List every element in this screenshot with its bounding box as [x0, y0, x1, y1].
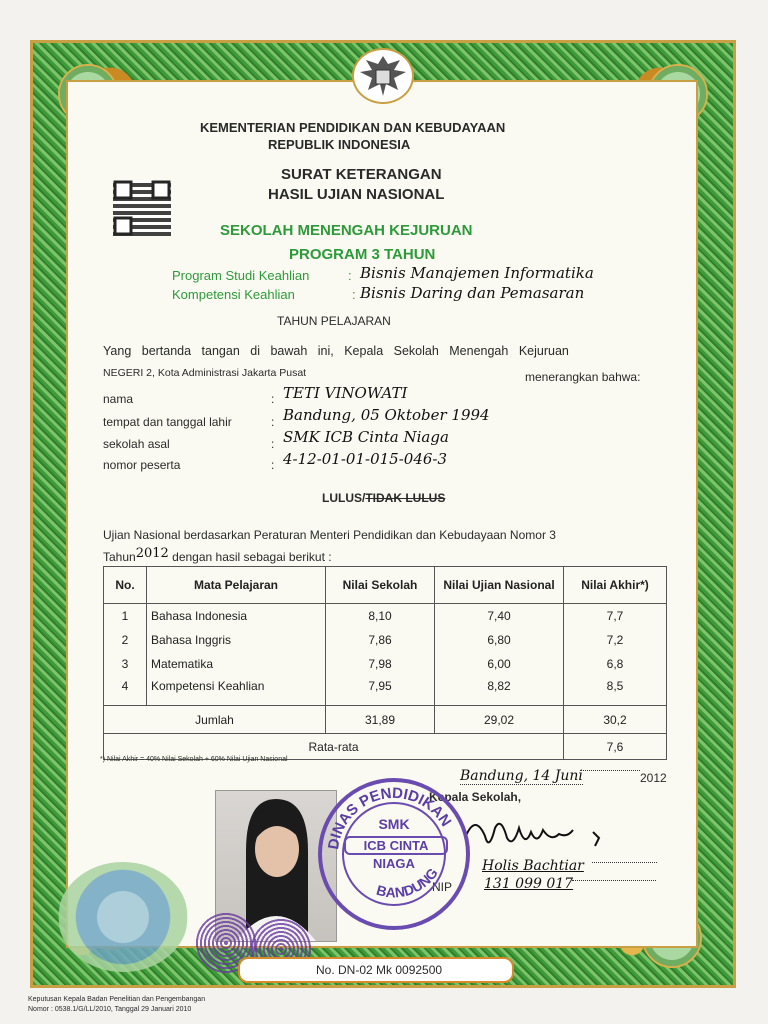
kompetensi-label: Kompetensi Keahlian — [172, 287, 295, 302]
decree-line2: Nomor : 0538.1/G/LL/2010, Tanggal 29 Januari 2010 — [28, 1006, 192, 1013]
ministry-line2: REPUBLIK INDONESIA — [268, 137, 411, 152]
nomor-colon: : — [271, 458, 275, 472]
nomor-label: nomor peserta — [103, 458, 181, 472]
cell-sekolah: 8,10 — [326, 604, 435, 628]
studi-value: Bisnis Manajemen Informatika — [360, 264, 594, 282]
grades-table — [103, 566, 667, 760]
basis-year: 2012 — [135, 546, 169, 561]
ttl-colon: : — [271, 415, 275, 429]
table-row — [104, 604, 667, 628]
signature-title: Kepala Sekolah, — [429, 790, 522, 804]
header-no: No. — [104, 567, 147, 604]
result-status — [322, 491, 445, 505]
cell-sekolah: 7,86 — [326, 628, 435, 652]
rata-value: 7,6 — [564, 734, 667, 760]
lulus-text: LULUS/ — [322, 491, 366, 505]
hologram-seal-icon — [58, 862, 188, 972]
basis-line1: Ujian Nasional berdasarkan Peraturan Menteri Pendidikan dan Kebudayaan Nomor 3 — [103, 528, 556, 542]
nama-colon: : — [271, 392, 275, 406]
header-nilai-sekolah: Nilai Sekolah — [326, 567, 435, 604]
table-header-row — [104, 567, 667, 604]
cell-sekolah: 7,98 — [326, 652, 435, 676]
jumlah-un: 29,02 — [435, 706, 564, 734]
school-type: SEKOLAH MENENGAH KEJURUAN — [220, 222, 473, 239]
serial-number-box — [238, 957, 514, 983]
ttl-value: Bandung, 05 Oktober 1994 — [283, 406, 490, 424]
basis-suffix: dengan hasil sebagai berikut : — [172, 550, 332, 564]
stamp-bottom-text: BANDUNG — [374, 864, 441, 901]
cell-akhir: 6,8 — [564, 652, 667, 676]
jumlah-label: Jumlah — [104, 706, 326, 734]
signature-name: Holis Bachtiar — [482, 858, 584, 874]
kompetensi-value: Bisnis Daring dan Pemasaran — [360, 284, 585, 302]
header-mapel: Mata Pelajaran — [147, 567, 326, 604]
nip-label: NIP — [432, 880, 453, 894]
stamp-line2: ICB CINTA — [344, 836, 448, 855]
cell-no: 3 — [104, 652, 147, 676]
stamp-line1: SMK — [378, 816, 410, 832]
ttl-label: tempat dan tanggal lahir — [103, 415, 232, 429]
signature-place-date: Bandung, 14 Juni — [460, 768, 583, 784]
name-dots — [592, 862, 657, 863]
header-nilai-un: Nilai Ujian Nasional — [435, 567, 564, 604]
basis-tahun: Tahun — [103, 550, 136, 564]
tahun-pelajaran-label: TAHUN PELAJARAN — [277, 314, 391, 328]
serial-number: No. DN-02 Mk 0092500 — [316, 963, 443, 977]
table-footnote: *) Nilai Akhir = 40% Nilai Sekolah + 60% Nilai Ujian Nasional — [100, 756, 288, 763]
statement-line1: Yang bertanda tangan di bawah ini, Kepala Sekolah Menengah Kejuruan — [103, 344, 569, 358]
decree-line1: Keputusan Kepala Badan Penelitian dan Pengembangan — [28, 996, 206, 1003]
cell-mapel: Bahasa Inggris — [147, 628, 326, 652]
cell-akhir: 7,2 — [564, 628, 667, 652]
studi-colon: : — [348, 268, 352, 283]
cell-no: 1 — [104, 604, 147, 628]
kompetensi-colon: : — [352, 287, 356, 302]
table-row — [104, 676, 667, 706]
sekolah-value: SMK ICB Cinta Niaga — [283, 428, 449, 446]
studi-label: Program Studi Keahlian — [172, 268, 310, 283]
header-nilai-akhir: Nilai Akhir*) — [564, 567, 667, 604]
statement-line2-left: NEGERI 2, Kota Administrasi Jakarta Pusat — [103, 367, 307, 379]
qr-code-icon — [113, 180, 171, 236]
cell-akhir: 7,7 — [564, 604, 667, 628]
title-line1: SURAT KETERANGAN — [281, 166, 442, 183]
handwritten-signature-icon — [455, 808, 615, 860]
basis-line2 — [103, 546, 332, 565]
tidak-lulus-text: TIDAK LULUS — [365, 491, 446, 505]
cell-un: 8,82 — [435, 676, 564, 706]
cell-un: 7,40 — [435, 604, 564, 628]
stamp-line3: NIAGA — [373, 856, 415, 871]
cell-un: 6,80 — [435, 628, 564, 652]
sekolah-label: sekolah asal — [103, 437, 170, 451]
title-line2: HASIL UJIAN NASIONAL — [268, 186, 445, 203]
cell-no: 2 — [104, 628, 147, 652]
signature-dots — [580, 770, 640, 771]
garuda-emblem-icon — [352, 48, 414, 104]
ministry-line1: KEMENTERIAN PENDIDIKAN DAN KEBUDAYAAN — [200, 120, 506, 135]
stamp-top-text: DINAS PENDIDIKAN — [325, 784, 455, 851]
sekolah-colon: : — [271, 437, 275, 451]
table-row — [104, 628, 667, 652]
nomor-value: 4-12-01-01-015-046-3 — [283, 450, 448, 468]
cell-akhir: 8,5 — [564, 676, 667, 706]
program-duration: PROGRAM 3 TAHUN — [289, 246, 436, 263]
signature-year: 2012 — [640, 771, 667, 785]
cell-mapel: Kompetensi Keahlian — [147, 676, 326, 706]
rata-label: Rata-rata — [104, 734, 564, 760]
nip-dots — [572, 880, 656, 881]
statement-line2-right: menerangkan bahwa: — [525, 370, 641, 384]
jumlah-row — [104, 706, 667, 734]
jumlah-sekolah: 31,89 — [326, 706, 435, 734]
cell-mapel: Matematika — [147, 652, 326, 676]
nip-value: 131 099 017 — [484, 876, 574, 892]
cell-un: 6,00 — [435, 652, 564, 676]
cell-no: 4 — [104, 676, 147, 706]
school-stamp — [318, 778, 470, 930]
table-row — [104, 652, 667, 676]
cell-mapel: Bahasa Indonesia — [147, 604, 326, 628]
nama-value: TETI VINOWATI — [283, 384, 408, 402]
jumlah-akhir: 30,2 — [564, 706, 667, 734]
cell-sekolah: 7,95 — [326, 676, 435, 706]
nama-label: nama — [103, 392, 134, 406]
